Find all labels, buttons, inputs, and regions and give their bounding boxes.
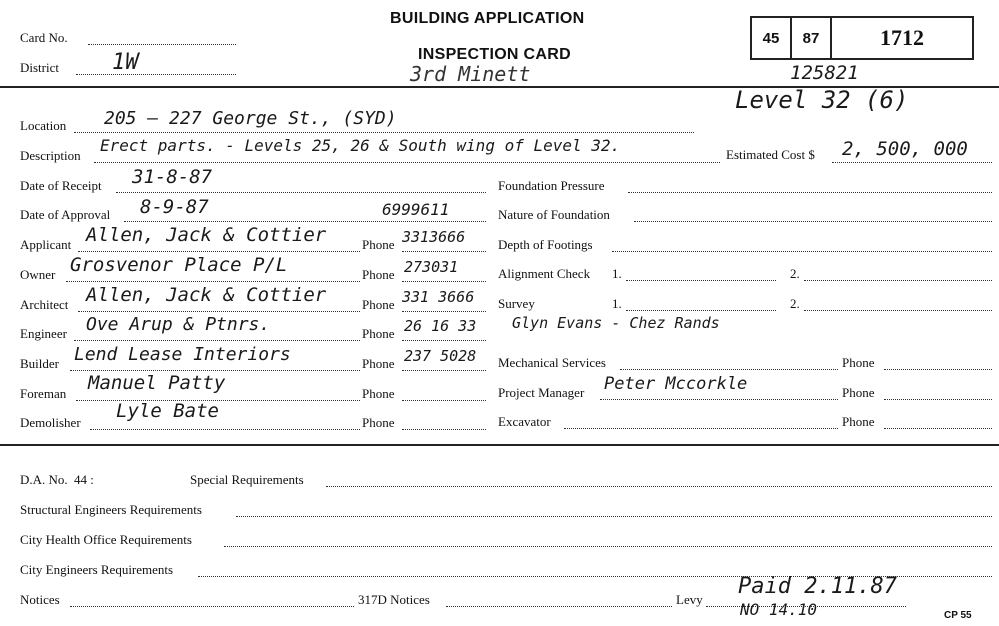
builder-phone: 237 5028: [404, 347, 477, 365]
applicant-phone: 3313666: [402, 228, 466, 246]
engineer-phone-line: [402, 340, 486, 341]
excavator-line: [564, 428, 838, 429]
card-no-label: Card No.: [20, 30, 68, 45]
section-divider: [0, 444, 999, 446]
survey-num-1: 1.: [612, 296, 622, 311]
mechanical-services-label: Mechanical Services: [498, 355, 606, 370]
notices-line: [70, 606, 354, 607]
location-line: [74, 132, 694, 133]
foundation-pressure-line: [628, 192, 992, 193]
engineer-label: Engineer: [20, 326, 67, 341]
city-engineers-requirements-label: City Engineers Requirements: [20, 562, 174, 577]
notices-317d-line: [446, 606, 672, 607]
foundation-pressure-label: Foundation Pressure: [498, 178, 605, 193]
excavator-phone-line: [884, 428, 992, 429]
builder-value: Lend Lease Interiors: [74, 344, 291, 365]
survey-line-2: [804, 310, 992, 311]
district-value: 1W: [112, 50, 139, 75]
notices-317d-label: 317D Notices: [358, 592, 430, 607]
owner-phone-line: [402, 281, 486, 282]
foreman-phone-line: [402, 400, 486, 401]
date-of-approval-label: Date of Approval: [20, 207, 111, 222]
applicant-value: Allen, Jack & Cottier: [86, 224, 327, 246]
date-of-approval-value: 8-9-87: [140, 196, 209, 218]
header-divider: [0, 86, 999, 88]
health-requirements-label: City Health Office Requirements: [20, 532, 192, 547]
survey-line-1: [626, 310, 776, 311]
excavator-label: Excavator: [498, 414, 551, 429]
estimated-cost-line: [832, 162, 992, 163]
demolisher-label: Demolisher: [20, 415, 81, 430]
engineer-value: Ove Arup & Ptnrs.: [86, 314, 271, 335]
alignment-check-line-1: [626, 280, 776, 281]
form-code: CP 55: [944, 610, 972, 621]
mechanical-services-phone-line: [884, 369, 992, 370]
survey-label: Survey: [498, 296, 535, 311]
depth-of-footings-line: [612, 251, 992, 252]
health-requirements-line: [224, 546, 992, 547]
card-number-box-1: 45: [750, 16, 792, 60]
structural-requirements-line: [236, 516, 992, 517]
project-manager-value: Peter Mccorkle: [604, 374, 748, 394]
survey-note: Glyn Evans - Chez Rands: [512, 314, 720, 332]
paid-note: Paid 2.11.87: [738, 574, 897, 599]
owner-phone: 273031: [404, 258, 459, 276]
engineer-phone-label: Phone: [362, 326, 395, 341]
architect-phone: 331 3666: [402, 288, 475, 306]
alignment-check-num-2: 2.: [790, 266, 800, 281]
engineer-line: [74, 340, 360, 341]
alignment-check-label: Alignment Check: [498, 266, 591, 281]
date-of-receipt-label: Date of Receipt: [20, 178, 102, 193]
demolisher-phone-label: Phone: [362, 415, 395, 430]
date-of-receipt-line: [116, 192, 486, 193]
architect-value: Allen, Jack & Cottier: [86, 284, 327, 306]
architect-phone-label: Phone: [362, 297, 395, 312]
nature-of-foundation-label: Nature of Foundation: [498, 207, 610, 222]
date-of-approval-line: [124, 221, 486, 222]
da-no-value: 44 :: [74, 472, 94, 487]
date-of-approval-ref: 6999611: [382, 200, 450, 219]
levy-number-note: NO 14.10: [740, 600, 818, 619]
special-requirements-line: [326, 486, 992, 487]
mechanical-services-phone-label: Phone: [842, 355, 875, 370]
structural-requirements-label: Structural Engineers Requirements: [20, 502, 202, 517]
mechanical-services-line: [620, 369, 838, 370]
location-label: Location: [20, 118, 67, 133]
applicant-phone-line: [402, 251, 486, 252]
ref-note: 125821: [790, 62, 859, 84]
project-manager-phone-line: [884, 399, 992, 400]
district-label: District: [20, 60, 59, 75]
survey-num-2: 2.: [790, 296, 800, 311]
estimated-cost-label: Estimated Cost $: [726, 147, 815, 162]
project-manager-line: [600, 399, 838, 400]
alignment-check-num-1: 1.: [612, 266, 622, 281]
applicant-phone-label: Phone: [362, 237, 395, 252]
levy-label: Levy: [676, 592, 703, 607]
demolisher-line: [90, 429, 360, 430]
foreman-value: Manuel Patty: [88, 372, 226, 394]
applicant-label: Applicant: [20, 237, 72, 252]
alignment-check-line-2: [804, 280, 992, 281]
engineer-phone: 26 16 33: [404, 317, 477, 335]
demolisher-phone-line: [402, 429, 486, 430]
owner-line: [66, 281, 360, 282]
card-number-box-2: 87: [790, 16, 832, 60]
description-value: Erect parts. - Levels 25, 26 & South wing of Level 32.: [100, 136, 621, 155]
builder-label: Builder: [20, 356, 59, 371]
project-manager-label: Project Manager: [498, 385, 585, 400]
architect-phone-line: [402, 311, 486, 312]
card-no-line: [88, 44, 236, 45]
da-no-label: D.A. No.: [20, 472, 68, 487]
district-line: [76, 74, 236, 75]
card-number-box-3: 1712: [830, 16, 974, 60]
form-title-line1: BUILDING APPLICATION: [390, 10, 585, 27]
builder-line: [70, 370, 360, 371]
nature-of-foundation-line: [634, 221, 992, 222]
special-requirements-label: Special Requirements: [190, 472, 304, 487]
excavator-phone-label: Phone: [842, 414, 875, 429]
architect-label: Architect: [20, 297, 69, 312]
architect-line: [78, 311, 360, 312]
level-note: Level 32 (6): [735, 86, 909, 114]
location-value: 205 — 227 George St., (SYD): [104, 108, 397, 129]
notices-label: Notices: [20, 592, 60, 607]
owner-phone-label: Phone: [362, 267, 395, 282]
foreman-phone-label: Phone: [362, 386, 395, 401]
foreman-label: Foreman: [20, 386, 67, 401]
owner-value: Grosvenor Place P/L: [70, 254, 288, 276]
description-label: Description: [20, 148, 81, 163]
applicant-line: [78, 251, 360, 252]
form-title-line2: INSPECTION CARD: [418, 46, 571, 63]
builder-phone-label: Phone: [362, 356, 395, 371]
date-of-receipt-value: 31-8-87: [132, 166, 213, 188]
description-line: [94, 162, 720, 163]
district-note: 3rd Minett: [410, 62, 531, 86]
depth-of-footings-label: Depth of Footings: [498, 237, 593, 252]
builder-phone-line: [402, 370, 486, 371]
project-manager-phone-label: Phone: [842, 385, 875, 400]
owner-label: Owner: [20, 267, 56, 282]
demolisher-value: Lyle Bate: [116, 400, 219, 422]
estimated-cost-value: 2, 500, 000: [842, 138, 968, 160]
